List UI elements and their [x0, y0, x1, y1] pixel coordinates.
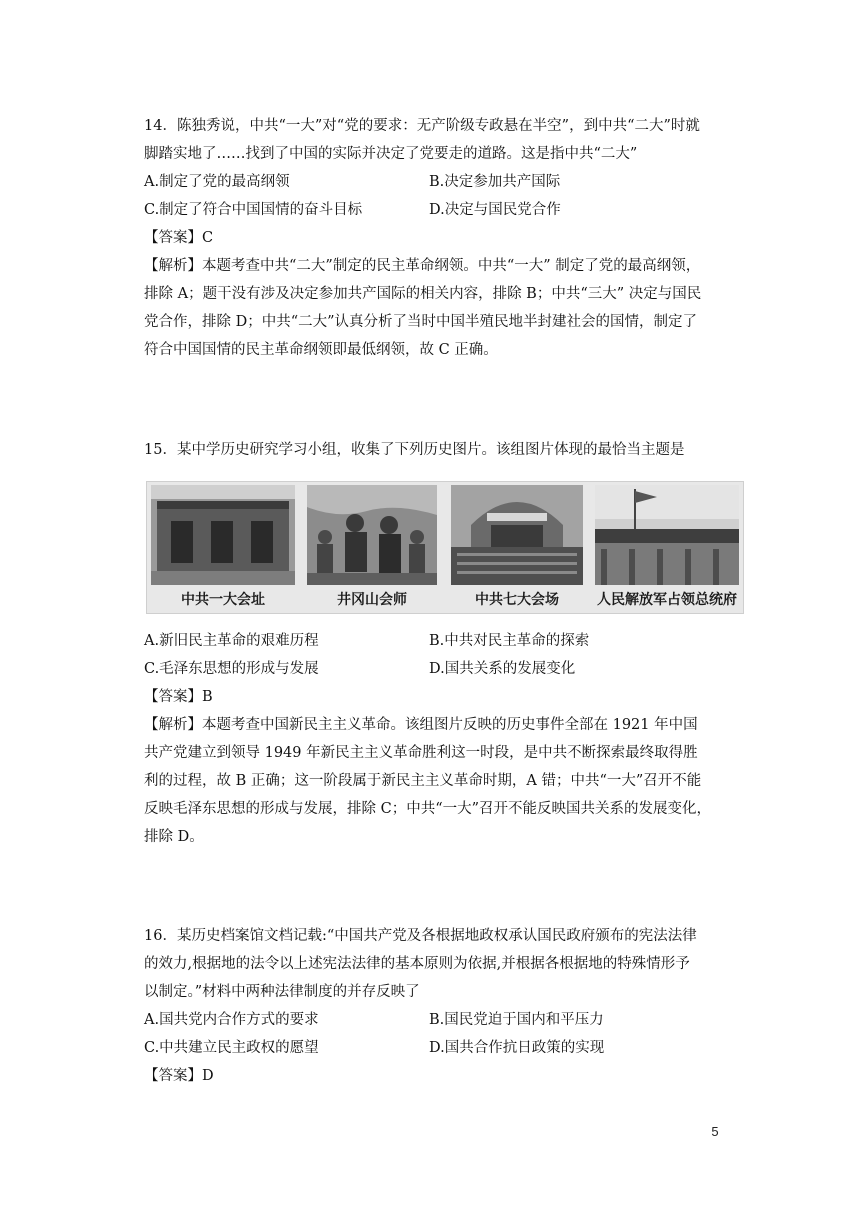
question-stem-line: 16．某历史档案馆文档记载:“中国共产党及各根据地政权承认国民政府颁布的宪法法律	[144, 928, 697, 944]
option-a: A.制定了党的最高纲领	[144, 174, 290, 190]
options-row	[144, 196, 724, 224]
crowd-photo-icon	[307, 485, 437, 585]
option-b: B.中共对民主革命的探索	[429, 633, 590, 649]
question-stem-line: 15．某中学历史研究学习小组，收集了下列历史图片。该组图片体现的最恰当主题是	[144, 442, 685, 458]
option-c: C.制定了符合中国国情的奋斗目标	[144, 202, 363, 218]
analysis-line: 共产党建立到领导 1949 年新民主主义革命胜利这一时段，是中共不断探索最终取得胜	[144, 745, 698, 761]
question-stem-line: 的效力,根据地的法令以上述宪法法律的基本原则为依据,并根据各根据地的特殊情形予	[144, 956, 690, 972]
question-15-stem	[144, 436, 724, 464]
options-row	[144, 655, 724, 683]
option-d: D.国共合作抗日政策的实现	[429, 1040, 605, 1056]
question-stem-line: 以制定。”材料中两种法律制度的并存反映了	[144, 984, 420, 1000]
option-d: D.决定与国民党合作	[429, 202, 561, 218]
option-b: B.国民党迫于国内和平压力	[429, 1012, 604, 1028]
hall-photo-icon	[451, 485, 583, 585]
question-15-body	[144, 627, 724, 851]
question-stem-line: 14．陈独秀说，中共“一大”对“党的要求：无产阶级专政悬在半空”，到中共“二大”时就	[144, 118, 700, 134]
page-number: 5	[711, 1124, 719, 1139]
answer-line: 【答案】D	[144, 1068, 214, 1084]
option-a: A.新旧民主革命的艰难历程	[144, 633, 319, 649]
history-photo-strip	[146, 481, 744, 614]
option-a: A.国共党内合作方式的要求	[144, 1012, 319, 1028]
options-row	[144, 627, 724, 655]
analysis-line: 排除 A；题干没有涉及决定参加共产国际的相关内容，排除 B；中共“三大” 决定与国民	[144, 286, 702, 302]
option-c: C.中共建立民主政权的愿望	[144, 1040, 319, 1056]
analysis-line: 排除 D。	[144, 829, 204, 845]
photo-caption: 井冈山会师	[337, 592, 407, 608]
options-row	[144, 1034, 724, 1062]
building-photo-icon	[151, 485, 295, 585]
analysis-line: 符合中国国情的民主革命纲领即最低纲领，故 C 正确。	[144, 342, 498, 358]
photo-caption: 人民解放军占领总统府	[597, 592, 737, 608]
answer-line: 【答案】C	[144, 230, 214, 246]
soldiers-photo-icon	[595, 485, 739, 585]
option-d: D.国共关系的发展变化	[429, 661, 576, 677]
option-c: C.毛泽东思想的形成与发展	[144, 661, 319, 677]
question-16	[144, 922, 724, 1090]
analysis-line: 利的过程，故 B 正确；这一阶段属于新民主主义革命时期，A 错；中共“一大”召开不能	[144, 773, 702, 789]
options-row	[144, 1006, 724, 1034]
options-row	[144, 168, 724, 196]
analysis-line: 【解析】本题考查中共“二大”制定的民主革命纲领。中共“一大” 制定了党的最高纲领，	[144, 258, 701, 274]
analysis-line: 【解析】本题考查中国新民主主义革命。该组图片反映的历史事件全部在 1921 年中国	[144, 717, 698, 733]
photo-caption: 中共一大会址	[181, 592, 265, 608]
question-14	[144, 112, 724, 364]
option-b: B.决定参加共产国际	[429, 174, 561, 190]
analysis-line: 反映毛泽东思想的形成与发展，排除 C；中共“一大”召开不能反映国共关系的发展变化，	[144, 801, 712, 817]
analysis-line: 党合作，排除 D；中共“二大”认真分析了当时中国半殖民地半封建社会的国情，制定了	[144, 314, 698, 330]
question-stem-line: 脚踏实地了……找到了中国的实际并决定了党要走的道路。这是指中共“二大”	[144, 146, 638, 162]
answer-line: 【答案】B	[144, 689, 213, 705]
photo-caption: 中共七大会场	[475, 592, 559, 608]
